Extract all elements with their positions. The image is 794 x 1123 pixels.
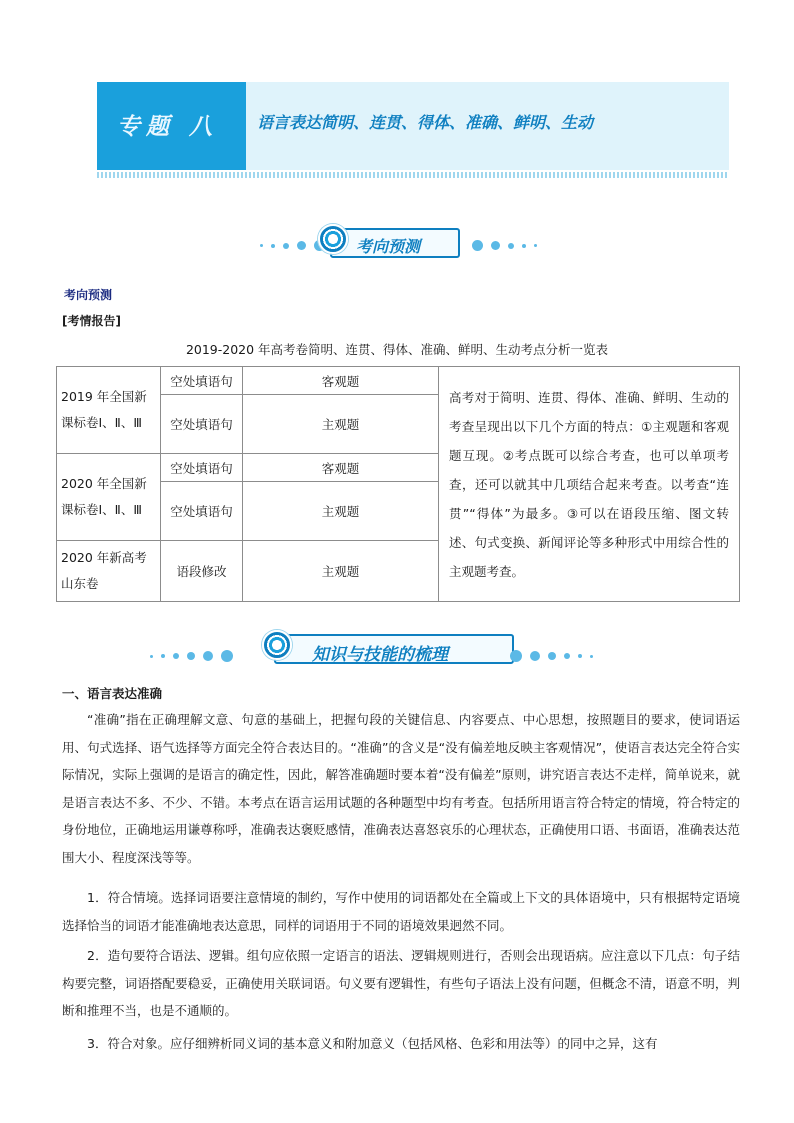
eye-icon: [318, 224, 348, 254]
exam-cell: 2019 年全国新课标卷Ⅰ、Ⅱ、Ⅲ: [57, 367, 161, 454]
paragraph: 2．造句要符合语法、逻辑。组句应依照一定语言的语法、逻辑规则进行，否则会出现语病。应注意以下几点：句子结构要完整，词语搭配要稳妥，正确使用关联词语。句义要有逻辑性，有些句子语法上没有问题，但概念不清，语意不明，判断和推理不当，也是不通顺的。: [62, 948, 740, 1018]
decorative-dots-right: [510, 650, 593, 662]
exam-cell: 2020 年新高考山东卷: [57, 541, 161, 602]
table-caption: 2019-2020 年高考卷简明、连贯、得体、准确、鲜明、生动考点分析一览表: [185, 342, 609, 357]
question-type-cell: 空处填语句: [161, 367, 243, 395]
paragraph: 1．符合情境。选择词语要注意情境的制约，写作中使用的词语都处在全篇或上下文的具体语境中，只有根据特定语境选择恰当的词语才能准确地表达意思，同样的词语用于不同的语境效果迥然不同。: [62, 890, 740, 933]
question-type-cell: 空处填语句: [161, 482, 243, 541]
exam-analysis-table: [56, 366, 740, 602]
content-heading: 一、语言表达准确: [62, 686, 163, 701]
analysis-cell: 高考对于简明、连贯、得体、准确、鲜明、生动的考查呈现出以下几个方面的特点：①主观题和客观题互现。②考点既可以综合考查，也可以单项考查，还可以就其中几项结合起来考查。以考查“连贯”“得体”为最多。③可以在语段压缩、图文转述、句式变换、新闻评论等多种形式中用综合性的主观题考查。: [439, 367, 740, 602]
question-type-cell: 空处填语句: [161, 454, 243, 482]
objectivity-cell: 客观题: [243, 367, 439, 395]
section-badge-forecast: [260, 224, 540, 264]
forecast-label: 考向预测: [64, 288, 113, 302]
decorative-dots-right: [472, 240, 537, 251]
chapter-number: 专题 八: [117, 113, 219, 140]
decorative-dots-left: [150, 650, 233, 662]
paragraph: 3．符合对象。应仔细辨析同义词的基本意义和附加意义（包括风格、色彩和用法等）的同中之异，这有: [87, 1036, 658, 1051]
section-badge-knowledge: [150, 630, 670, 670]
objectivity-cell: 客观题: [243, 454, 439, 482]
exam-cell: 2020 年全国新课标卷Ⅰ、Ⅱ、Ⅲ: [57, 454, 161, 541]
table-row: [57, 367, 740, 395]
question-type-cell: 空处填语句: [161, 395, 243, 454]
decorative-dots-left: [260, 240, 325, 251]
banner-divider: [97, 172, 729, 178]
eye-icon: [262, 630, 292, 660]
section-title: 知识与技能的梳理: [312, 645, 448, 665]
objectivity-cell: 主观题: [243, 395, 439, 454]
chapter-title: 语言表达简明、连贯、得体、准确、鲜明、生动: [257, 113, 594, 132]
chapter-number-block: [97, 82, 246, 170]
objectivity-cell: 主观题: [243, 482, 439, 541]
chapter-banner: [97, 82, 729, 170]
report-label: [考情报告]: [62, 314, 121, 328]
question-type-cell: 语段修改: [161, 541, 243, 602]
objectivity-cell: 主观题: [243, 541, 439, 602]
section-title: 考向预测: [356, 237, 421, 256]
paragraph: “准确”指在正确理解文意、句意的基础上，把握句段的关键信息、内容要点、中心思想，按照题目的要求，使词语运用、句式选择、语气选择等方面完全符合表达目的。“准确”的含义是“没有偏差地反映主客观情况”，使语言表达完全符合实际情况，实际上强调的是语言的确定性，因此，解答准确题时要本着“没有偏差”原则，讲究语言表达不走样，简单说来，就是语言表达不多、不少、不错。本考点在语言运用试题的各种题型中均有考查。包括所用语言符合特定的情境，符合特定的身份地位，正确地运用谦尊称呼，准确表达褒贬感情，准确表达喜怒哀乐的心理状态，正确使用口语、书面语，准确表达范围大小、程度深浅等等。: [62, 712, 740, 865]
